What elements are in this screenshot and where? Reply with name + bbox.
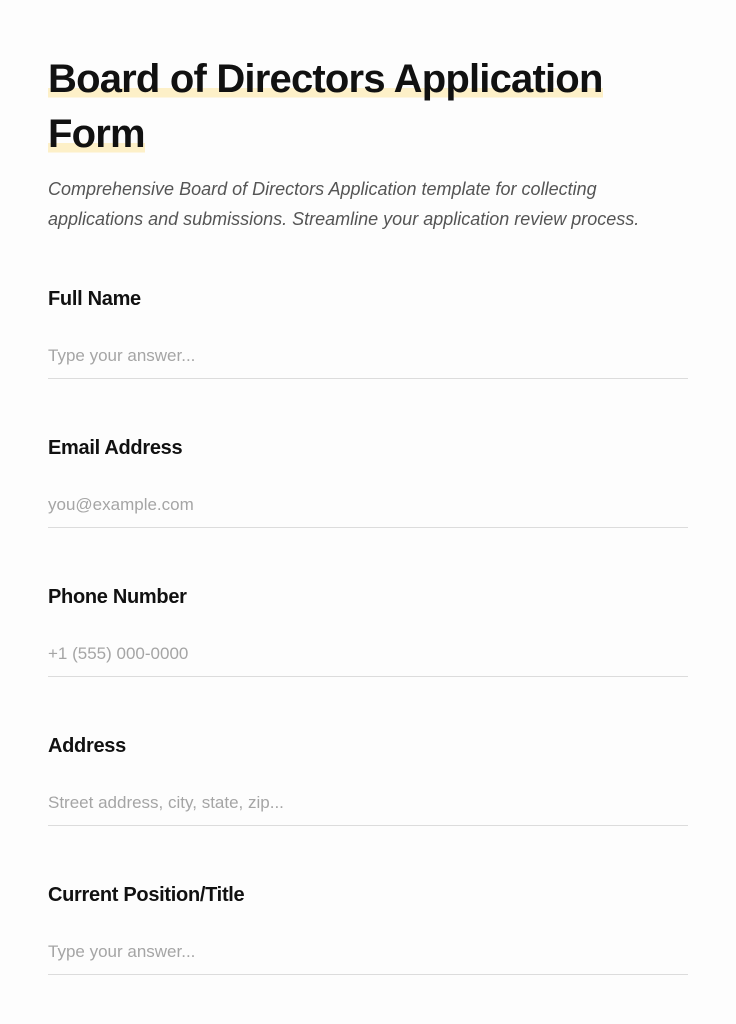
form-description: Comprehensive Board of Directors Application template for collecting applications and submissions. Streamline your application review process. bbox=[48, 179, 640, 229]
page-title-text: Board of Directors Application Form bbox=[48, 57, 603, 156]
field-label: Email Address bbox=[48, 437, 183, 459]
field-label: Phone Number bbox=[48, 586, 187, 608]
full-name-input[interactable] bbox=[48, 346, 688, 379]
field-address bbox=[48, 731, 688, 826]
field-label: Full Name bbox=[48, 288, 141, 310]
field-phone bbox=[48, 582, 688, 677]
phone-input[interactable] bbox=[48, 644, 688, 677]
page-title bbox=[48, 52, 688, 162]
address-input[interactable] bbox=[48, 793, 688, 826]
current-position-input[interactable] bbox=[48, 942, 688, 975]
form-fields bbox=[48, 284, 688, 975]
field-label: Current Position/Title bbox=[48, 884, 245, 906]
field-label: Address bbox=[48, 735, 126, 757]
email-input[interactable] bbox=[48, 495, 688, 528]
field-email bbox=[48, 433, 688, 528]
field-full-name bbox=[48, 284, 688, 379]
field-current-position bbox=[48, 880, 688, 975]
